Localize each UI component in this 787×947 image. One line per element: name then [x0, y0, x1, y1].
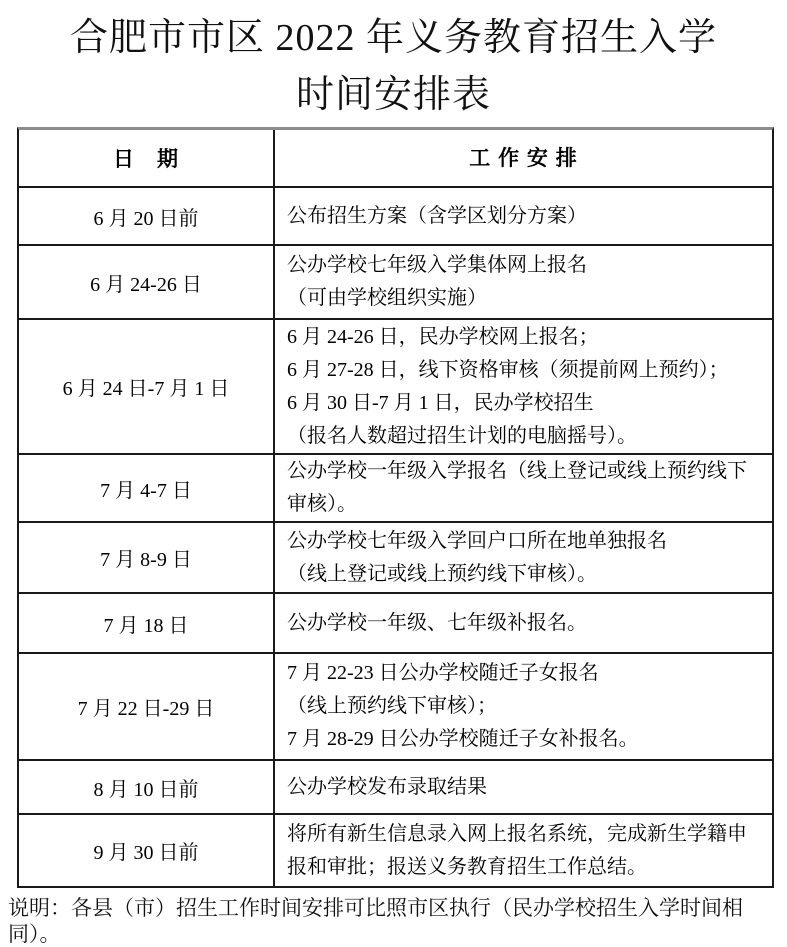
work-line: 公办学校发布录取结果 [287, 775, 487, 798]
work-line: （报名人数超过招生计划的电脑摇号）。 [287, 424, 637, 447]
work-line: （线上预约线下审核）； [287, 695, 497, 717]
work-cell [273, 188, 772, 244]
work-line: 公办学校七年级入学集体网上报名 [287, 254, 587, 276]
page-title-line-2: 时间安排表 [295, 74, 491, 116]
table-row [19, 813, 772, 886]
work-cell [273, 523, 772, 592]
table-row [19, 652, 772, 759]
work-line: 6 月 24-26 日，民办学校网上报名； [287, 325, 599, 348]
work-line: 公布招生方案（含学区划分方案） [287, 204, 587, 227]
date-cell: 6 月 24-26 日 [90, 273, 202, 296]
table-row [19, 521, 772, 592]
schedule-table [17, 127, 774, 888]
table-header-row [19, 130, 772, 186]
table-row [19, 186, 772, 244]
work-cell [273, 594, 772, 652]
work-line: 6 月 27-28 日，线下资格审核（须提前网上预约）； [287, 358, 729, 381]
work-cell [273, 455, 772, 521]
work-cell [273, 246, 772, 318]
work-line: 7 月 22-23 日公办学校随迁子女报名 [287, 662, 599, 684]
date-cell: 7 月 22 日-29 日 [77, 698, 215, 720]
work-cell [273, 654, 772, 759]
work-line: （线上登记或线上预约线下审核）。 [287, 562, 597, 585]
work-cell [273, 761, 772, 813]
footnote: 说明：各县（市）招生工作时间安排可比照市区执行（民办学校招生入学时间相同）。 [8, 896, 743, 946]
table-row [19, 318, 772, 453]
work-line: 公办学校七年级入学回户口所在地单独报名 [287, 529, 667, 552]
work-line: 6 月 30 日-7 月 1 日，民办学校招生 [287, 391, 594, 414]
work-line: 7 月 28-29 日公办学校随迁子女补报名。 [287, 728, 639, 750]
page-title-line-1: 合肥市市区 2022 年义务教育招生入学 [69, 17, 717, 59]
date-cell: 8 月 10 日前 [93, 778, 199, 801]
date-cell: 7 月 18 日 [103, 614, 189, 637]
work-line: 将所有新生信息录入网上报名系统，完成新生学籍申报和审批；报送义务教育招生工作总结。 [287, 822, 747, 878]
date-cell: 7 月 8-9 日 [100, 549, 192, 571]
work-line: 公办学校一年级、七年级补报名。 [287, 611, 587, 634]
date-cell: 6 月 24 日-7 月 1 日 [62, 378, 230, 400]
date-cell: 7 月 4-7 日 [100, 479, 192, 502]
table-row [19, 592, 772, 652]
column-header-work [273, 130, 772, 186]
date-cell: 6 月 20 日前 [93, 207, 199, 230]
column-header-work-label: 工 作 安 排 [469, 146, 578, 170]
work-line: 公办学校一年级入学报名（线上登记或线上预约线下审核）。 [287, 460, 747, 515]
column-header-date: 日 期 [113, 148, 179, 171]
work-cell [273, 320, 772, 453]
work-line: （可由学校组织实施） [287, 287, 487, 309]
table-row [19, 453, 772, 521]
table-row [19, 244, 772, 318]
work-cell [273, 815, 772, 886]
date-cell: 9 月 30 日前 [93, 842, 199, 864]
table-row [19, 759, 772, 813]
page-title [0, 10, 787, 124]
